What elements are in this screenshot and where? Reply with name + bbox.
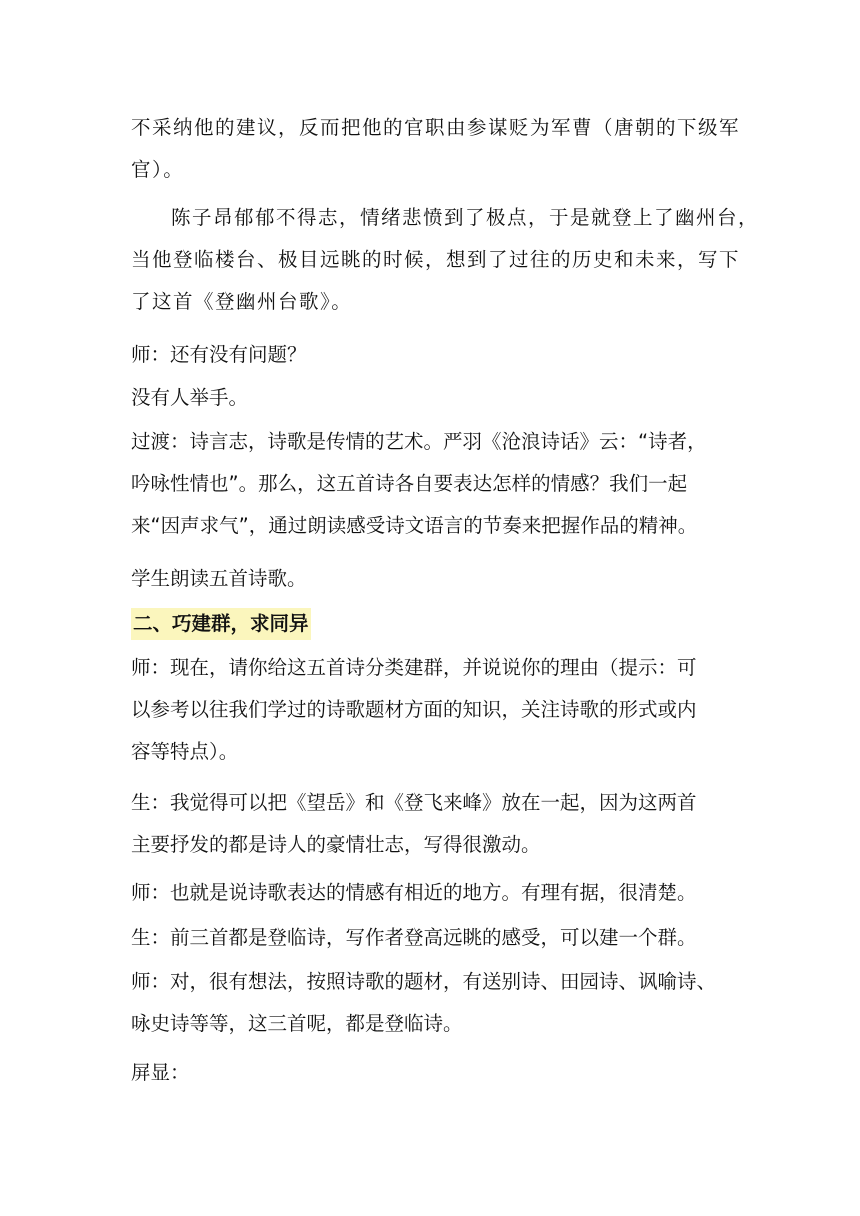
text-line: 屏显：: [131, 1061, 190, 1084]
reading-note: [131, 558, 731, 600]
text-line: 不采纳他的建议，反而把他的官职由参谋贬为军曹（唐朝的下级军: [131, 116, 741, 139]
text-line: 以参考以往我们学过的诗歌题材方面的知识，关注诗歌的形式或内: [131, 698, 697, 721]
text-line: 没有人举手。: [131, 386, 249, 409]
screen-display-label: [131, 1052, 731, 1094]
teacher-feedback: [131, 961, 731, 1045]
text-line: 师：也就是说诗歌表达的情感有相近的地方。有理有据，很清楚。: [131, 881, 697, 904]
teacher-instruction: [131, 647, 731, 773]
transition-paragraph: [131, 421, 731, 547]
text-line: 过渡：诗言志，诗歌是传情的艺术。严羽《沧浪诗话》云：“诗者，: [131, 430, 707, 453]
text-line: 生：我觉得可以把《望岳》和《登飞来峰》放在一起，因为这两首: [131, 791, 697, 814]
text-line: 吟咏性情也”。那么，这五首诗各自要表达怎样的情感？我们一起: [131, 472, 688, 495]
text-line: 了这首《登幽州台歌》。: [131, 290, 353, 313]
classroom-note: [131, 377, 731, 419]
text-line: 来“因声求气”，通过朗读感受诗文语言的节奏来把握作品的精神。: [131, 514, 698, 537]
text-line: 容等特点）。: [131, 740, 239, 763]
text-line: 学生朗读五首诗歌。: [131, 567, 307, 590]
text-line: 师：还有没有问题？: [131, 343, 307, 366]
student-answer: [131, 917, 731, 959]
text-line: 师：现在，请你给这五首诗分类建群，并说说你的理由（提示：可: [131, 656, 697, 679]
teacher-question: [131, 334, 731, 376]
text-line: 师：对，很有想法，按照诗歌的题材，有送别诗、田园诗、讽喻诗、: [131, 970, 717, 993]
text-line: 生：前三首都是登临诗，写作者登高远眺的感受，可以建一个群。: [131, 926, 697, 949]
text-line: 陈子昂郁郁不得志，情绪悲愤到了极点，于是就登上了幽州台，: [171, 206, 760, 229]
text-line: 官）。: [131, 158, 185, 181]
text-line: 主要抒发的都是诗人的豪情壮志，写得很激动。: [131, 833, 541, 856]
teacher-feedback: [131, 872, 731, 914]
story-paragraph: [131, 197, 760, 323]
text-line: 咏史诗等等，这三首呢，都是登临诗。: [131, 1012, 463, 1035]
section-heading: 二、巧建群，求同异: [131, 608, 311, 640]
story-paragraph-continued: [131, 107, 741, 191]
text-line: 当他登临楼台、极目远眺的时候，想到了过往的历史和未来，写下: [131, 248, 741, 271]
student-answer: [131, 782, 731, 866]
